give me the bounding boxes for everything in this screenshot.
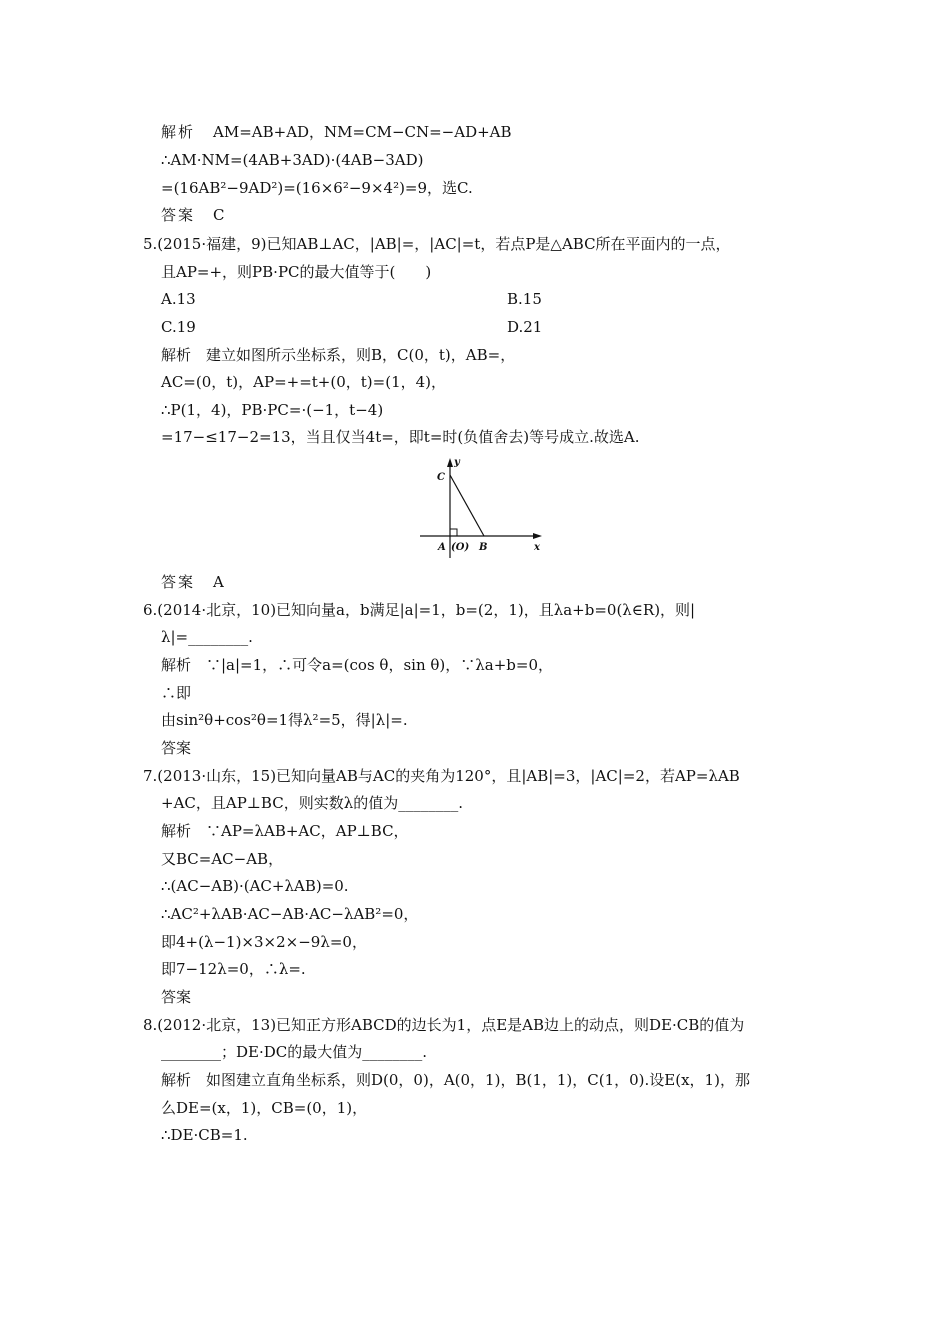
x-axis-arrow-icon (533, 533, 542, 539)
question-8: 8.(2012·北京，13)已知正方形ABCD的边长为1，点E是AB边上的动点，则DE·CB的值为 (143, 1016, 745, 1034)
segment-cb (450, 475, 484, 536)
text-line: +AC，且AP⊥BC，则实数λ的值为________. (161, 794, 463, 812)
text-line: 且AP=+，则PB·PC的最大值等于( ) (161, 263, 432, 281)
y-axis-arrow-icon (447, 458, 453, 467)
text-line: ∴AC²+λAB·AC−AB·AC−λAB²=0， (161, 905, 419, 923)
right-angle-mark (450, 529, 457, 536)
point-c-label: C (437, 472, 445, 483)
point-b-label: B (479, 542, 488, 553)
text-line: ∴AM·NM=(4AB+3AD)·(4AB−3AD) (161, 151, 424, 169)
text-line: 又BC=AC−AB， (161, 850, 284, 868)
text-line: 解析 ∵AP=λAB+AC，AP⊥BC， (161, 822, 409, 840)
option-a: A.13 (161, 290, 196, 308)
question-6: 6.(2014·北京，10)已知向量a，b满足|a|=1，b=(2，1)，且λa+b=0(λ∈R)，则| (143, 601, 696, 619)
answer-line: 答案 C (161, 206, 225, 224)
answer-line: 答案 (161, 988, 192, 1006)
x-label: x (534, 542, 540, 553)
text-line: 由sin²θ+cos²θ=1得λ²=5，得|λ|=. (161, 711, 408, 729)
text-line: 解析 如图建立直角坐标系，则D(0，0)，A(0，1)，B(1，1)，C(1，0).设E(x，1)，那 (161, 1071, 750, 1089)
answer-line: 答案 A (161, 573, 224, 591)
option-c: C.19 (161, 318, 196, 336)
origin-label: (O) (451, 542, 470, 553)
text-line: ∴DE·CB=1. (161, 1126, 248, 1144)
text-line: =(16AB²−9AD²)=(16×6²−9×4²)=9，选C. (161, 179, 473, 197)
text-line: ∴P(1，4)，PB·PC=·(−1，t−4) (161, 401, 384, 419)
text-line: AC=(0，t)，AP=+=t+(0，t)=(1，4)， (161, 373, 447, 391)
text-line: 么DE=(x，1)，CB=(0，1)， (161, 1099, 368, 1117)
text-line: ________；DE·DC的最大值为________. (161, 1043, 428, 1061)
text-line: 解析 建立如图所示坐标系，则B，C(0，t)，AB=， (161, 346, 516, 364)
answer-line: 答案 (161, 739, 192, 757)
option-b: B.15 (507, 290, 542, 308)
question-7: 7.(2013·山东，15)已知向量AB与AC的夹角为120°，且|AB|=3，|AC|=2，若AP=λAB (143, 767, 740, 785)
text-line: =17−≤17−2=13，当且仅当4t=，即t=时(负值舍去)等号成立.故选A. (161, 428, 640, 446)
option-d: D.21 (507, 318, 543, 336)
text-line: 即4+(λ−1)×3×2×−9λ=0， (161, 933, 367, 951)
text-line: λ|=________. (161, 628, 253, 646)
coordinate-figure (420, 455, 550, 560)
text-line: 即7−12λ=0，∴λ=. (161, 960, 306, 978)
text-line: 解析 ∵|a|=1，∴可令a=(cos θ，sin θ)，∵λa+b=0， (161, 656, 553, 674)
point-a-label: A (438, 542, 446, 553)
text-line: ∴即 (161, 684, 192, 702)
y-label: y (454, 457, 460, 468)
text-line: ∴(AC−AB)·(AC+λAB)=0. (161, 877, 349, 895)
text-line: 解析 AM=AB+AD，NM=CM−CN=−AD+AB (161, 123, 512, 141)
question-5: 5.(2015·福建，9)已知AB⊥AC，|AB|=，|AC|=t，若点P是△ABC所在平面内的一点， (143, 235, 731, 253)
